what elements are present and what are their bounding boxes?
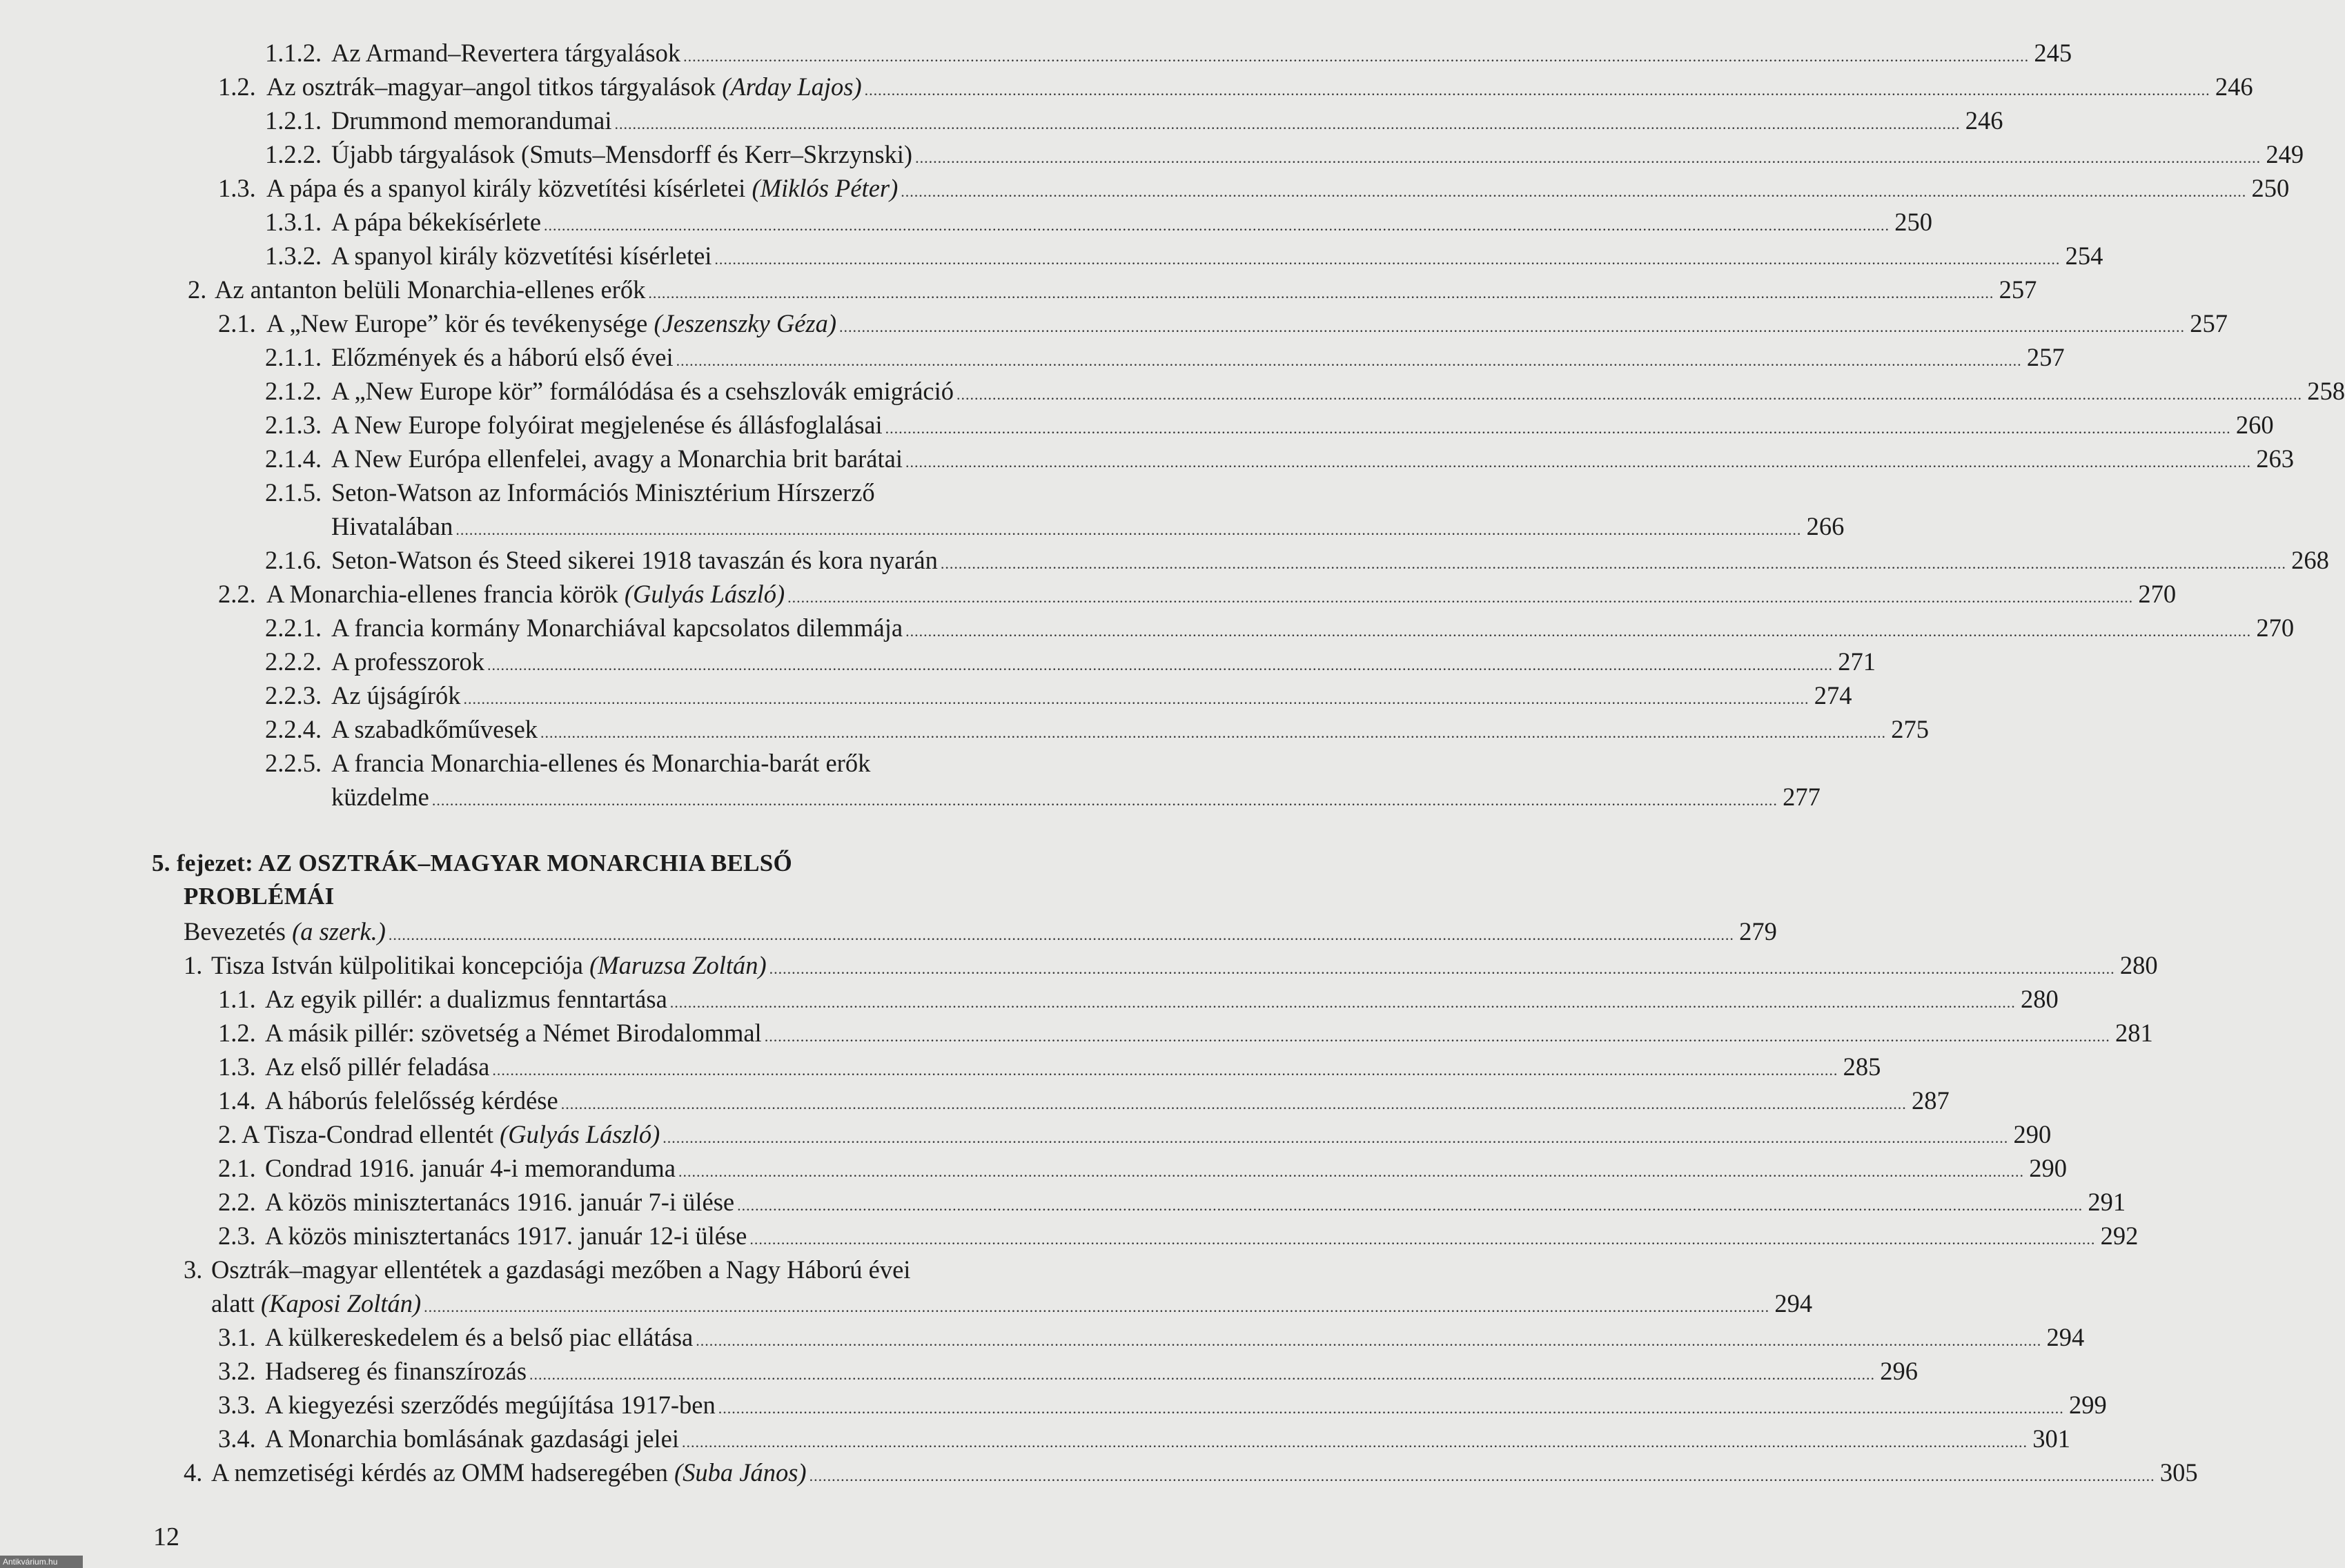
toc-entry-author: (Gulyás László) xyxy=(500,1120,660,1148)
toc-entry[interactable] xyxy=(266,308,2228,339)
toc-entry-title xyxy=(242,1119,660,1150)
dot-leader: ............................................................................................................................................................................................................................................................................................................ xyxy=(614,115,1961,133)
toc-entry[interactable] xyxy=(331,38,2072,68)
toc-entry[interactable] xyxy=(331,241,2103,271)
toc-title-text: A közös minisztertanács 1917. január 12-i ülése xyxy=(265,1222,747,1250)
toc-entry-number: 3.4. xyxy=(218,1424,256,1453)
toc-entry-number: 2.1. xyxy=(218,309,256,337)
toc-entry-number: 2.1.4. xyxy=(265,444,322,473)
dot-leader: ............................................................................................................................................................................................................................................................................................................ xyxy=(901,183,2247,200)
toc-entry-title xyxy=(266,579,785,609)
dot-leader: ............................................................................................................................................................................................................................................................................................................ xyxy=(560,1095,1907,1113)
toc-entry-page: 287 xyxy=(1911,1086,1950,1115)
toc-entry-title xyxy=(331,782,429,812)
dot-leader: ............................................................................................................................................................................................................................................................................................................ xyxy=(676,352,2022,369)
toc-entry[interactable] xyxy=(331,410,2274,440)
toc-entry[interactable] xyxy=(331,444,2294,474)
toc-entry-number: 2.2.4. xyxy=(265,715,322,743)
dot-leader: ............................................................................................................................................................................................................................................................................................................ xyxy=(885,420,2231,437)
toc-entry-page: 249 xyxy=(2266,140,2304,168)
toc-entry-title xyxy=(331,714,538,745)
toc-entry-title xyxy=(331,613,903,643)
toc-entry[interactable] xyxy=(211,1458,2198,1488)
toc-entry-title xyxy=(266,173,898,204)
toc-title-text: Seton-Watson az Információs Minisztérium Hírszerző xyxy=(331,478,875,507)
toc-title-text: Hivatalában xyxy=(331,512,453,540)
toc-entry-title xyxy=(265,1390,716,1420)
toc-entry-number: 2. xyxy=(218,1120,237,1148)
dot-leader: ............................................................................................................................................................................................................................................................................................................ xyxy=(915,149,2261,166)
toc-entry-number: 2.2.3. xyxy=(265,681,322,709)
toc-entry-number: 2.1.6. xyxy=(265,546,322,574)
toc-entry-number: 2.1.3. xyxy=(265,411,322,439)
toc-entry-title xyxy=(265,1052,489,1082)
toc-entry-author: (a szerk.) xyxy=(292,917,386,945)
toc-entry-number: 1.3.2. xyxy=(265,242,322,270)
toc-entry-number: 2.1.2. xyxy=(265,377,322,405)
toc-entry-number: 2.3. xyxy=(218,1222,256,1250)
toc-title-text: Bevezetés xyxy=(184,917,293,945)
toc-title-text: Az újságírók xyxy=(331,681,461,709)
toc-entry-number: 3.3. xyxy=(218,1391,256,1419)
toc-entry-title xyxy=(184,917,386,947)
chapter-title-line1: AZ OSZTRÁK–MAGYAR MONARCHIA BELSŐ xyxy=(258,850,793,876)
toc-entry-author: (Jeszenszky Géza) xyxy=(654,309,837,337)
toc-entry-page: 285 xyxy=(1843,1052,1881,1081)
dot-leader: ............................................................................................................................................................................................................................................................................................................ xyxy=(764,1028,2110,1045)
toc-entry-number: 3. xyxy=(184,1255,203,1284)
toc-entry-page: 290 xyxy=(2013,1120,2052,1148)
toc-entry-page: 246 xyxy=(2215,72,2253,101)
dot-leader: ............................................................................................................................................................................................................................................................................................................ xyxy=(696,1332,2042,1349)
toc-entry-title xyxy=(265,1187,734,1217)
toc-entry-number: 4. xyxy=(184,1458,203,1487)
toc-entry-number: 1.3. xyxy=(218,1052,256,1081)
toc-entry-page: 258 xyxy=(2307,377,2345,405)
toc-entry[interactable] xyxy=(266,579,2177,609)
dot-leader: ............................................................................................................................................................................................................................................................................................................ xyxy=(424,1298,1770,1315)
toc-title-text: Az osztrák–magyar–angol titkos tárgyalások xyxy=(266,72,723,101)
toc-entry[interactable] xyxy=(265,1424,2071,1454)
dot-leader: ............................................................................................................................................................................................................................................................................................................ xyxy=(669,994,2016,1011)
toc-entry-number: 1.2. xyxy=(218,72,256,101)
toc-title-text: A nemzetiségi kérdés az OMM hadseregében xyxy=(211,1458,674,1487)
toc-entry-title xyxy=(331,444,903,474)
toc-title-text: A kiegyezési szerződés megújítása 1917-ben xyxy=(265,1391,716,1419)
dot-leader: ............................................................................................................................................................................................................................................................................................................ xyxy=(682,1433,2028,1451)
toc-title-text: A professzorok xyxy=(331,647,484,676)
toc-entry-page: 245 xyxy=(2034,39,2072,67)
toc-title-text: Az antanton belüli Monarchia-ellenes erők xyxy=(215,275,646,304)
toc-title-text: Újabb tárgyalások (Smuts–Mensdorff és Kerr–Skrzynski) xyxy=(331,140,913,168)
toc-title-text: Drummond memorandumai xyxy=(331,106,612,135)
toc-entry[interactable] xyxy=(265,1390,2107,1420)
dot-leader: ............................................................................................................................................................................................................................................................................................................ xyxy=(492,1061,1838,1079)
toc-entry[interactable] xyxy=(331,714,1930,745)
toc-entry-number: 2.2.5. xyxy=(265,749,322,777)
toc-title-text: A francia kormány Monarchiával kapcsolatos dilemmája xyxy=(331,614,903,642)
toc-entry-title xyxy=(215,275,645,305)
toc-entry-number: 2.2.2. xyxy=(265,647,322,676)
toc-entry-title xyxy=(331,376,954,406)
toc-entry-title xyxy=(211,1288,421,1319)
toc-entry-title xyxy=(331,38,680,68)
toc-entry-title xyxy=(265,1424,679,1454)
toc-entry-number: 1.3. xyxy=(218,174,256,202)
toc-entry[interactable] xyxy=(211,1288,1813,1319)
toc-entry-page: 301 xyxy=(2032,1424,2071,1453)
toc-entry-title xyxy=(331,241,712,271)
dot-leader: ............................................................................................................................................................................................................................................................................................................ xyxy=(388,926,1734,943)
toc-title-text: A francia Monarchia-ellenes és Monarchia-barát erők xyxy=(331,749,871,777)
chapter-label: 5. fejezet: xyxy=(152,850,259,876)
toc-entry[interactable] xyxy=(265,1153,2067,1184)
toc-title-text: A Monarchia bomlásának gazdasági jelei xyxy=(265,1424,680,1453)
toc-title-text: A New Európa ellenfelei, avagy a Monarchia brit barátai xyxy=(331,444,903,473)
dot-leader: ............................................................................................................................................................................................................................................................................................................ xyxy=(905,623,2252,640)
toc-entry[interactable] xyxy=(331,342,2065,373)
toc-entry-title xyxy=(265,1221,747,1251)
toc-title-text: Előzmények és a háború első évei xyxy=(331,343,674,371)
chapter-heading-line2 xyxy=(184,881,335,912)
toc-entry[interactable] xyxy=(266,173,2290,204)
toc-entry[interactable] xyxy=(331,545,2329,576)
toc-title-text: Az első pillér feladása xyxy=(265,1052,490,1081)
toc-entry-page: 274 xyxy=(1814,681,1852,709)
toc-entry-page: 270 xyxy=(2256,614,2295,642)
toc-entry-title xyxy=(265,1356,527,1386)
toc-entry-title xyxy=(211,1255,910,1285)
dot-leader: ............................................................................................................................................................................................................................................................................................................ xyxy=(905,453,2251,471)
toc-title-text: Osztrák–magyar ellentétek a gazdasági mezőben a Nagy Háború évei xyxy=(211,1255,911,1284)
dot-leader: ............................................................................................................................................................................................................................................................................................................ xyxy=(487,656,1833,674)
toc-title-text: Tisza István külpolitikai koncepciója xyxy=(211,951,590,979)
toc-entry[interactable] xyxy=(265,1187,2126,1217)
dot-leader: ............................................................................................................................................................................................................................................................................................................ xyxy=(787,589,2134,606)
dot-leader: ............................................................................................................................................................................................................................................................................................................ xyxy=(749,1231,2096,1248)
toc-entry-page: 290 xyxy=(2029,1154,2067,1182)
toc-entry-author: (Maruzsa Zoltán) xyxy=(589,951,767,979)
dot-leader: ............................................................................................................................................................................................................................................................................................................ xyxy=(540,724,1887,741)
toc-entry[interactable] xyxy=(265,1086,1950,1116)
toc-entry-number: 2.2. xyxy=(218,580,256,608)
toc-entry-title xyxy=(211,950,767,981)
toc-entry-page: 279 xyxy=(1739,917,1777,945)
toc-entry[interactable] xyxy=(265,1018,2153,1048)
dot-leader: ............................................................................................................................................................................................................................................................................................................ xyxy=(455,521,1802,538)
toc-entry-number: 2.1. xyxy=(218,1154,256,1182)
dot-leader: ............................................................................................................................................................................................................................................................................................................ xyxy=(714,251,2061,268)
toc-entry-number: 3.2. xyxy=(218,1357,256,1385)
toc-entry[interactable] xyxy=(265,1322,2085,1353)
toc-entry-page: 250 xyxy=(1894,208,1933,236)
toc-entry-title xyxy=(331,680,461,711)
toc-entry-page: 281 xyxy=(2115,1019,2153,1047)
toc-entry-number: 1. xyxy=(184,951,203,979)
toc-entry-title xyxy=(331,647,484,677)
toc-entry-number: 1.4. xyxy=(218,1086,256,1115)
toc-entry[interactable] xyxy=(242,1119,2052,1150)
toc-entry-page: 271 xyxy=(1838,647,1876,676)
toc-title-text: A Tisza-Condrad ellentét xyxy=(242,1120,500,1148)
toc-entry-title xyxy=(331,139,912,170)
toc-title-text: Hadsereg és finanszírozás xyxy=(265,1357,527,1385)
toc-entry-number: 1.1.2. xyxy=(265,39,322,67)
toc-title-text: Az Armand–Revertera tárgyalások xyxy=(331,39,681,67)
toc-title-text: A külkereskedelem és a belső piac ellátása xyxy=(265,1323,694,1351)
toc-entry-author: (Suba János) xyxy=(674,1458,807,1487)
toc-entry-page: 257 xyxy=(2190,309,2228,337)
toc-entry[interactable] xyxy=(331,207,1933,237)
toc-entry-title xyxy=(265,1153,676,1184)
toc-entry-number: 2.1.5. xyxy=(265,478,322,507)
toc-entry-page: 292 xyxy=(2100,1222,2139,1250)
toc-title-text: A pápa és a spanyol király közvetítési kísérletei xyxy=(266,174,752,202)
toc-entry[interactable] xyxy=(331,106,2003,136)
toc-entry-number: 1.3.1. xyxy=(265,208,322,236)
dot-leader: ............................................................................................................................................................................................................................................................................................................ xyxy=(769,960,2115,977)
toc-entry-page: 280 xyxy=(2119,951,2158,979)
toc-entry[interactable] xyxy=(184,917,1777,947)
toc-title-text: küzdelme xyxy=(331,783,429,811)
toc-title-text: A pápa békekísérlete xyxy=(331,208,542,236)
dot-leader: ............................................................................................................................................................................................................................................................................................................ xyxy=(529,1366,1876,1383)
toc-title-text: A szabadkőművesek xyxy=(331,715,538,743)
toc-entry-number: 3.1. xyxy=(218,1323,256,1351)
chapter-heading xyxy=(152,847,792,879)
toc-entry-page: 277 xyxy=(1783,783,1821,811)
toc-entry[interactable] xyxy=(331,511,1845,542)
toc-entry-page: 275 xyxy=(1891,715,1930,743)
toc-entry-page: 266 xyxy=(1806,512,1845,540)
toc-entry[interactable] xyxy=(266,72,2253,102)
toc-entry-page: 280 xyxy=(2021,985,2059,1013)
toc-entry-page: 263 xyxy=(2256,444,2294,473)
dot-leader: ............................................................................................................................................................................................................................................................................................................ xyxy=(663,1129,2009,1146)
dot-leader: ............................................................................................................................................................................................................................................................................................................ xyxy=(431,792,1778,809)
watermark: Antikvárium.hu xyxy=(0,1556,83,1568)
dot-leader: ............................................................................................................................................................................................................................................................................................................ xyxy=(956,386,2303,403)
toc-entry[interactable] xyxy=(331,680,1852,711)
toc-entry-page: 250 xyxy=(2251,174,2290,202)
toc-entry-page: 260 xyxy=(2235,411,2274,439)
toc-entry-number: 2. xyxy=(188,275,207,304)
toc-entry[interactable] xyxy=(331,647,1876,677)
toc-entry-page: 299 xyxy=(2068,1391,2107,1419)
toc-title-text: A Monarchia-ellenes francia körök xyxy=(266,580,625,608)
toc-entry-title xyxy=(331,207,541,237)
toc-entry-page: 294 xyxy=(1774,1289,1813,1317)
toc-entry-title xyxy=(331,748,870,778)
toc-title-text: Condrad 1916. január 4-i memoranduma xyxy=(265,1154,676,1182)
toc-entry[interactable] xyxy=(265,1356,1919,1386)
toc-entry[interactable] xyxy=(331,376,2345,406)
toc-entry[interactable] xyxy=(211,950,2158,981)
toc-entry-title xyxy=(331,342,674,373)
toc-entry-page: 296 xyxy=(1880,1357,1919,1385)
toc-entry-page: 257 xyxy=(2026,343,2065,371)
toc-entry-title xyxy=(265,984,667,1015)
toc-entry-number: 1.2.1. xyxy=(265,106,322,135)
toc-entry-title xyxy=(211,1458,807,1488)
dot-leader: ............................................................................................................................................................................................................................................................................................................ xyxy=(648,284,1994,302)
toc-entry-author: (Arday Lajos) xyxy=(722,72,862,101)
toc-entry[interactable] xyxy=(265,984,2059,1015)
chapter-title-line2: PROBLÉMÁI xyxy=(184,883,335,910)
toc-entry-page: 291 xyxy=(2088,1188,2126,1216)
toc-entry[interactable] xyxy=(331,139,2304,170)
dot-leader: ............................................................................................................................................................................................................................................................................................................ xyxy=(864,81,2210,99)
toc-entry-author: (Miklós Péter) xyxy=(752,174,899,202)
toc-entry-page: 268 xyxy=(2291,546,2329,574)
toc-entry-title xyxy=(266,72,862,102)
toc-title-text: A közös minisztertanács 1916. január 7-i ülése xyxy=(265,1188,735,1216)
toc-entry-number: 2.2.1. xyxy=(265,614,322,642)
toc-title-text: A New Europe folyóirat megjelenése és állásfoglalásai xyxy=(331,411,883,439)
page-number: 12 xyxy=(153,1522,179,1551)
toc-entry-title xyxy=(331,511,453,542)
toc-entry-number: 2.1.1. xyxy=(265,343,322,371)
toc-entry-title xyxy=(331,106,612,136)
dot-leader: ............................................................................................................................................................................................................................................................................................................ xyxy=(737,1197,2083,1214)
dot-leader: ............................................................................................................................................................................................................................................................................................................ xyxy=(809,1467,2155,1484)
toc-entry[interactable] xyxy=(265,1052,1881,1082)
toc-title-text: alatt xyxy=(211,1289,261,1317)
toc-entry-page: 294 xyxy=(2046,1323,2085,1351)
toc-entry-title xyxy=(265,1086,558,1116)
toc-entry-author: (Kaposi Zoltán) xyxy=(260,1289,422,1317)
toc-entry-title xyxy=(331,478,875,508)
toc-entry-page: 254 xyxy=(2065,242,2103,270)
toc-title-text: Seton-Watson és Steed sikerei 1918 tavaszán és kora nyarán xyxy=(331,546,938,574)
toc-entry-page: 246 xyxy=(1965,106,2003,135)
toc-entry-page: 257 xyxy=(1999,275,2037,304)
toc-entry[interactable] xyxy=(331,782,1821,812)
toc-entry-title xyxy=(331,545,938,576)
toc-title-text: Az egyik pillér: a dualizmus fenntartása xyxy=(265,985,667,1013)
toc-entry[interactable] xyxy=(265,1221,2139,1251)
toc-entry-number: 1.2.2. xyxy=(265,140,322,168)
toc-entry-author: (Gulyás László) xyxy=(624,580,785,608)
dot-leader: ............................................................................................................................................................................................................................................................................................................ xyxy=(839,318,2186,335)
toc-entry-title xyxy=(331,410,883,440)
toc-title-text: A másik pillér: szövetség a Német Birodalommal xyxy=(265,1019,762,1047)
toc-title-text: A „New Europe kör” formálódása és a csehszlovák emigráció xyxy=(331,377,954,405)
dot-leader: ............................................................................................................................................................................................................................................................................................................ xyxy=(940,555,2286,572)
toc-title-text: A „New Europe” kör és tevékenysége xyxy=(266,309,654,337)
toc-entry[interactable] xyxy=(331,613,2295,643)
toc-entry-number: 1.2. xyxy=(218,1019,256,1047)
toc-entry-number: 1.1. xyxy=(218,985,256,1013)
toc-entry-title xyxy=(265,1018,762,1048)
toc-entry-page: 305 xyxy=(2159,1458,2198,1487)
dot-leader: ............................................................................................................................................................................................................................................................................................................ xyxy=(718,1400,2064,1417)
dot-leader: ............................................................................................................................................................................................................................................................................................................ xyxy=(683,48,2030,65)
dot-leader: ............................................................................................................................................................................................................................................................................................................ xyxy=(463,690,1809,707)
toc-entry-title xyxy=(265,1322,693,1353)
toc-entry-number: 2.2. xyxy=(218,1188,256,1216)
toc-title-text: A háborús felelősség kérdése xyxy=(265,1086,558,1115)
toc-entry[interactable] xyxy=(215,275,2037,305)
dot-leader: ............................................................................................................................................................................................................................................................................................................ xyxy=(678,1163,2024,1180)
toc-title-text: A spanyol király közvetítési kísérletei xyxy=(331,242,712,270)
toc-entry-title xyxy=(266,308,836,339)
dot-leader: ............................................................................................................................................................................................................................................................................................................ xyxy=(544,217,1890,234)
toc-entry-page: 270 xyxy=(2138,580,2177,608)
